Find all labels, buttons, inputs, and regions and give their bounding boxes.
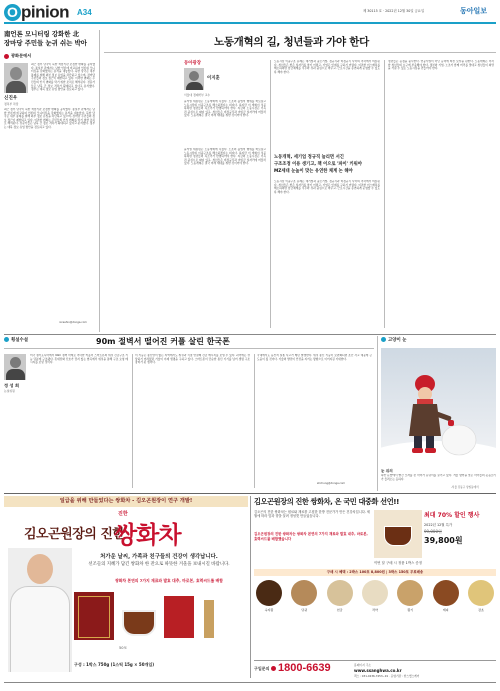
child-boot-left xyxy=(412,448,423,453)
ingredient-jar-icon xyxy=(327,580,353,606)
main-col1: 윤석열 대통령은 노동개혁에 나섰다. 노조의 불법적 행위를 바로잡고 노동시장의 이중구조를 해소하겠다는 의지다. 하지만 이 개혁이 성공하려면 청년들의 목소리가 반영되어야 한다. 지금의 노동시장은 기득권 중심으로 짜여 있고, 청년들은 비정규직과 저임금 일자리에 머물러 있다. 노동개혁은 결국 미래 세대를 위한 것이어야 한다. xyxy=(184,148,266,166)
ad-divider xyxy=(250,496,251,678)
child-face xyxy=(418,387,432,401)
ingredient-label: 숙지황 xyxy=(264,608,274,612)
left-column xyxy=(4,30,95,330)
ingredient-item xyxy=(325,580,355,612)
main-col2: 노동시장 이중구조 문제는 대기업과 중소기업, 정규직과 비정규직 사이의 격차에서 비롯된다. 청년들은 좋은 일자리를 찾기 어렵고, 기업은 인재를 구하기 어렵다. 이러한 미스매치를 해소하려면 임금체계를 직무와 성과 중심으로 바꾸고, 근로시간을 유연하게 운영할 수 있도록 해야 한다. xyxy=(274,180,380,194)
main-col-rule-1 xyxy=(270,60,271,328)
ad-right-headline: 김오곤원장의 진한 쌍화차, 온 국민 대중화 선언!! xyxy=(254,497,400,506)
main-author-head-icon xyxy=(189,71,199,81)
paper-name: 동아일보 xyxy=(460,7,488,15)
tea-stick-icon xyxy=(204,600,214,638)
product-box-pattern xyxy=(78,596,110,638)
bottom-author-body-icon xyxy=(6,369,25,380)
ad-top-rule xyxy=(4,493,496,494)
bottom-col-rule-2 xyxy=(254,354,255,488)
ad-right-product-image xyxy=(374,510,422,558)
ad-left-cups xyxy=(116,592,244,644)
ad-left-message-2: 선조들의 지혜가 담긴 쌍화차 한 잔으로 따뜻한 겨울을 보내시길 바랍니다. xyxy=(88,562,230,567)
ingredient-icons xyxy=(254,580,496,612)
ad-right-cup-icon xyxy=(384,526,412,546)
main-col1-top: 윤석열 대통령은 노동개혁에 나섰다. 노조의 불법적 행위를 바로잡고 노동시장의 이중구조를 해소하겠다는 의지다. 하지만 이 개혁이 성공하려면 청년들의 목소리가 반영되어야 한다. 지금의 노동시장은 기득권 중심으로 짜여 있고, 청년들은 비정규직과 저임금 일자리에 머물러 있다. 노동개혁은 결국 미래 세대를 위한 것이어야 한다. xyxy=(184,100,266,118)
author-name: 신진우 xyxy=(4,96,18,101)
opinion-logo-o: O xyxy=(4,4,21,21)
divider-left xyxy=(99,30,100,332)
bottom-title-rule xyxy=(4,348,374,349)
masthead-rule xyxy=(4,22,496,24)
ingredient-label: 황기 xyxy=(407,608,414,612)
footer-phone[interactable]: 1800-6639 xyxy=(278,662,331,674)
main-article xyxy=(104,30,496,332)
bottom-author-title: 논설위원 xyxy=(4,389,15,393)
snow-child-photo xyxy=(381,348,496,466)
divider-cartoon xyxy=(377,336,378,491)
main-article-title: 노동개혁의 길, 청년들과 가야 한다 xyxy=(214,36,369,48)
page-number: A34 xyxy=(77,8,92,17)
bottom-col3: 국내에서도 등산객 실종 사고가 매년 발생한다. 위성 통신 기능이 보편화되면 조난 사고 대응에 큰 도움이 될 것이다. 기술의 발전이 안전을 지키는 방향으로 이어지길 기대한다. xyxy=(257,354,372,361)
tea-pack-icon xyxy=(164,596,194,638)
child-body xyxy=(409,404,441,436)
footer-fax: 팩스 : 031-0236-7453~91 · 운영기관 : 한스헬스케어 xyxy=(354,674,420,678)
ad-left-pkg-label: 50포 xyxy=(119,646,128,650)
footer-home-label: 홈페이지 주소 xyxy=(354,663,372,667)
child-leg-right xyxy=(426,436,434,450)
left-headline xyxy=(4,30,95,48)
ad-footer xyxy=(254,660,496,681)
bottom-col-rule-1 xyxy=(132,354,133,488)
ad-right-sale-sub: 2022년 12월 특가 xyxy=(424,523,453,527)
ad-right-intro: 김오곤의 진한 쌍화차는 원료와 재료를 고집한 한방 전문가가 만든 건강차입니다. 세월에 따라 맛과 향을 살려 정성껏 만들었습니다. xyxy=(254,510,370,519)
ad-right-sale-rate: 최대 70% 할인 행사 xyxy=(424,512,480,519)
ingredient-item xyxy=(395,580,425,612)
ingredient-label: 작약 xyxy=(372,608,378,612)
masthead xyxy=(0,0,500,26)
left-headline-line1: 南언론 모니터링 강화한 北 xyxy=(4,30,80,38)
ingredient-item xyxy=(431,580,461,612)
ad-left-message-1: 처가운 날씨, 가족과 친구들의 건강이 생각납니다. xyxy=(100,554,218,560)
bottom-author-email: shchung@donga.com xyxy=(317,482,346,485)
ad-left xyxy=(4,496,248,678)
bottom-section-bullet-icon xyxy=(4,337,9,342)
footer-order-label: 구입문의 xyxy=(254,666,270,671)
child-leg-left xyxy=(414,436,422,450)
main-subhead-1: 노동개혁, 세기업 정규직 늘리면 서긴 xyxy=(274,155,344,160)
left-body-continued: 최근 정부 당국이 북한 책임기관 조정한 변화를 공지했다. 통일부 관계자는 남한 언론에 비교하여 언론의 모니터링을 강화했다는 분석을 내놓았다. 북한 당국은 내부 통제를 위해 외부 정보 유입을 차단하고 있으며, 장마당 주민들의 정보 접근이 제한되고 있다. 이러한 변화는 주민들의 인식 변화를 막기 위한 조치로 해석된다. 전문가들은 남북 간 정보 격차가 확대되고 있다고 분석했다. 정부는 대북 정보 유입 방안을 검토하고 있다. xyxy=(4,108,95,129)
main-subhead-2: 구조조정 이용 생기고, 책 이으로 '파이' 키워야 xyxy=(274,162,362,167)
ad-right-promo: 구매 시 혜택 : 2박스 100포 8,800원 | 3박스 150포 무료배송 xyxy=(254,569,496,576)
child-boot-right xyxy=(425,448,436,453)
bottom-article xyxy=(4,336,374,491)
author-body-icon xyxy=(6,81,26,93)
left-body: 최근 정부 당국이 북한 책임기관 조정한 변화를 공지했다. 통일부 관계자는 남한 언론에 비교하여 언론의 모니터링을 강화했다는 분석을 내놓았다. 북한 당국은 내부 통제를 위해 외부 정보 유입을 차단하고 있으며, 장마당 주민들의 정보 접근이 제한되고 있다. 이러한 변화는 주민들의 인식 변화를 막기 위한 조치로 해석된다. 전문가들은 남북 간 정보 격차가 확대되고 있다고 분석했다. 정부는 대북 정보 유입 방안을 검토하고 있다. xyxy=(31,63,95,92)
ingredient-jar-icon xyxy=(397,580,423,606)
issue-meta: 제 30115 호 · 2022년 12월 30일 금요일 xyxy=(363,9,425,13)
left-section-label xyxy=(4,53,95,59)
ad-right-sale-box xyxy=(424,510,496,558)
footer-phone-icon xyxy=(271,666,276,671)
photo-section-label xyxy=(381,337,407,343)
photo-caption-title: 눈 위의 xyxy=(381,469,393,473)
main-subhead-3: MZ세대 눈높이 맞는 유연한 체계 논 해야 xyxy=(274,169,353,174)
doctor-coat-icon xyxy=(10,586,70,672)
page-bottom-rule xyxy=(4,682,496,683)
bottom-col1: 미국 캘리포니아에서 90m 절벽 아래로 추락한 커플이 스마트폰의 위성 긴급구조 기능 덕분에 구조됐다. 휴대전화 신호가 닿지 않는 협곡에서 위성을 통해 구조 요청 메시지를 보낸 것이다. xyxy=(30,354,128,365)
snowball xyxy=(442,425,476,455)
ad-left-doctor-photo xyxy=(8,548,72,672)
ad-right-ingredients xyxy=(254,580,496,624)
mid-rule xyxy=(4,334,496,335)
ad-left-price: 구성 : 1박스 750g (1스틱 15g × 50개입) xyxy=(74,662,155,667)
child-glove xyxy=(448,420,454,426)
bottom-author-head-icon xyxy=(10,357,21,368)
bottom-col2: 이 기능은 통신망이 없는 지역에서도 위성과 직접 연결해 긴급 메시지를 보낼 수 있다. 과거에는 상상하기 어려웠던 기술이 이제 생명을 구하고 있다. 스마트폰이 단순한 통신 기기를 넘어 생명 구조 장비가 된 셈이다. xyxy=(135,354,250,365)
photo-box xyxy=(381,336,496,491)
ingredient-item xyxy=(360,580,390,612)
ingredient-item xyxy=(466,580,496,612)
author-photo xyxy=(4,63,28,93)
photo-section-text: 고양이 눈 xyxy=(388,338,407,343)
ingredient-jar-icon xyxy=(256,580,282,606)
left-author-email: niceshin@donga.com xyxy=(59,321,87,324)
main-section-label: 동아광장 xyxy=(184,61,201,66)
footer-home[interactable]: www.ssanghwa.co.kr xyxy=(354,668,402,673)
ingredient-jar-icon xyxy=(362,580,388,606)
author-head-icon xyxy=(10,67,22,80)
ad-right-price-new: 39,800원 xyxy=(424,536,463,545)
main-col-rule-2 xyxy=(384,60,385,328)
ad-right-price-old: 99,000원 xyxy=(424,529,442,534)
main-author-body-icon xyxy=(186,82,203,90)
author-title: 정치부 차장 xyxy=(4,102,19,106)
child-scarf xyxy=(417,399,433,404)
main-author-photo xyxy=(184,68,204,90)
main-subheads xyxy=(274,154,380,175)
photo-caption-text: 하얀 눈밭에서 빨간 모자를 쓴 아이가 눈덩이를 굴리고 있다. 겨울 방학을 맞은 아이들의 웃음소리가 들려오는 듯하다. xyxy=(381,474,496,481)
main-col2-top: 노동시장 이중구조 문제는 대기업과 중소기업, 정규직과 비정규직 사이의 격차에서 비롯된다. 청년들은 좋은 일자리를 찾기 어렵고, 기업은 인재를 구하기 어렵다. 이러한 미스매치를 해소하려면 임금체계를 직무와 성과 중심으로 바꾸고, 근로시간을 유연하게 운영할 수 있도록 해야 한다. xyxy=(274,60,380,74)
bottom-section-label xyxy=(4,337,28,343)
main-author-name: 이지훈 xyxy=(207,76,220,81)
ad-left-brand-small: 김오곤원장의 진한 xyxy=(24,527,125,542)
ad-right-highlight: 김오곤원장의 진한 쌍화차는 쌍화차 본연의 7가지 재료와 발효 대추, 마로본, 효력씨드를 배합했습니다 xyxy=(254,532,368,541)
photo-caption-credit: -서울 강동구 상일동에서 xyxy=(451,486,479,489)
ingredient-label: 당귀 xyxy=(301,608,308,612)
ingredient-jar-icon xyxy=(291,580,317,606)
section-bullet-icon xyxy=(4,54,9,59)
ingredient-item xyxy=(254,580,284,612)
ad-left-banner: 일급을 위해 만들었다는 쌍화차 - 김오곤원장이 연구 개발! xyxy=(4,496,248,507)
ad-left-brand-tag: 진한 xyxy=(118,511,128,517)
bottom-article-title: 90m 절벽서 떨어진 커플 살린 한국폰 xyxy=(96,337,230,346)
opinion-logo xyxy=(4,2,69,23)
tea-cup-icon xyxy=(122,610,156,636)
main-col3: 청년들은 공정을 중시한다. 연공서열이 아닌 능력에 따른 보상을 원한다. 노동개혁은 이러한 청년들의 요구에 부응해야 한다. 정부와 기업, 노조가 함께 머리를 맞대고 청년들이 희망을 가질 수 있는 노동시장을 만들어야 한다. xyxy=(388,60,494,71)
doctor-head-icon xyxy=(27,554,53,584)
main-author-title: 서울대 경제학부 교수 xyxy=(184,93,211,97)
bottom-section-text: 횡설수설 xyxy=(11,338,28,343)
ad-left-product-box xyxy=(74,592,114,640)
ingredient-label: 천궁 xyxy=(336,608,343,612)
ad-right xyxy=(254,496,496,658)
bottom-author-photo xyxy=(4,354,26,380)
ingredient-label: 계피 xyxy=(442,608,449,612)
ingredient-jar-icon xyxy=(433,580,459,606)
bottom-author-name: 정 성 희 xyxy=(4,383,20,388)
ad-left-feature: 쌍화차 본연의 7가지 재료와 발효 대추, 마로본, 효력씨드를 배합 xyxy=(115,578,223,583)
ingredient-label: 감초 xyxy=(478,608,484,612)
left-section-text: 광화문에서 xyxy=(11,53,32,58)
snow-ground xyxy=(381,441,496,466)
cat-eye-icon xyxy=(381,337,386,342)
ad-right-gift-note: 이번 달 구매 시 정품 1박스 증정 xyxy=(374,561,422,565)
ingredient-jar-icon xyxy=(468,580,494,606)
ingredient-item xyxy=(289,580,319,612)
left-headline-line2: 장마당 주민들 눈귀 쉬는 박아 xyxy=(4,39,87,47)
main-title-rule xyxy=(104,52,496,53)
opinion-logo-text: pinion xyxy=(21,2,69,22)
ad-left-brand-big: 쌍화차 xyxy=(114,520,181,549)
